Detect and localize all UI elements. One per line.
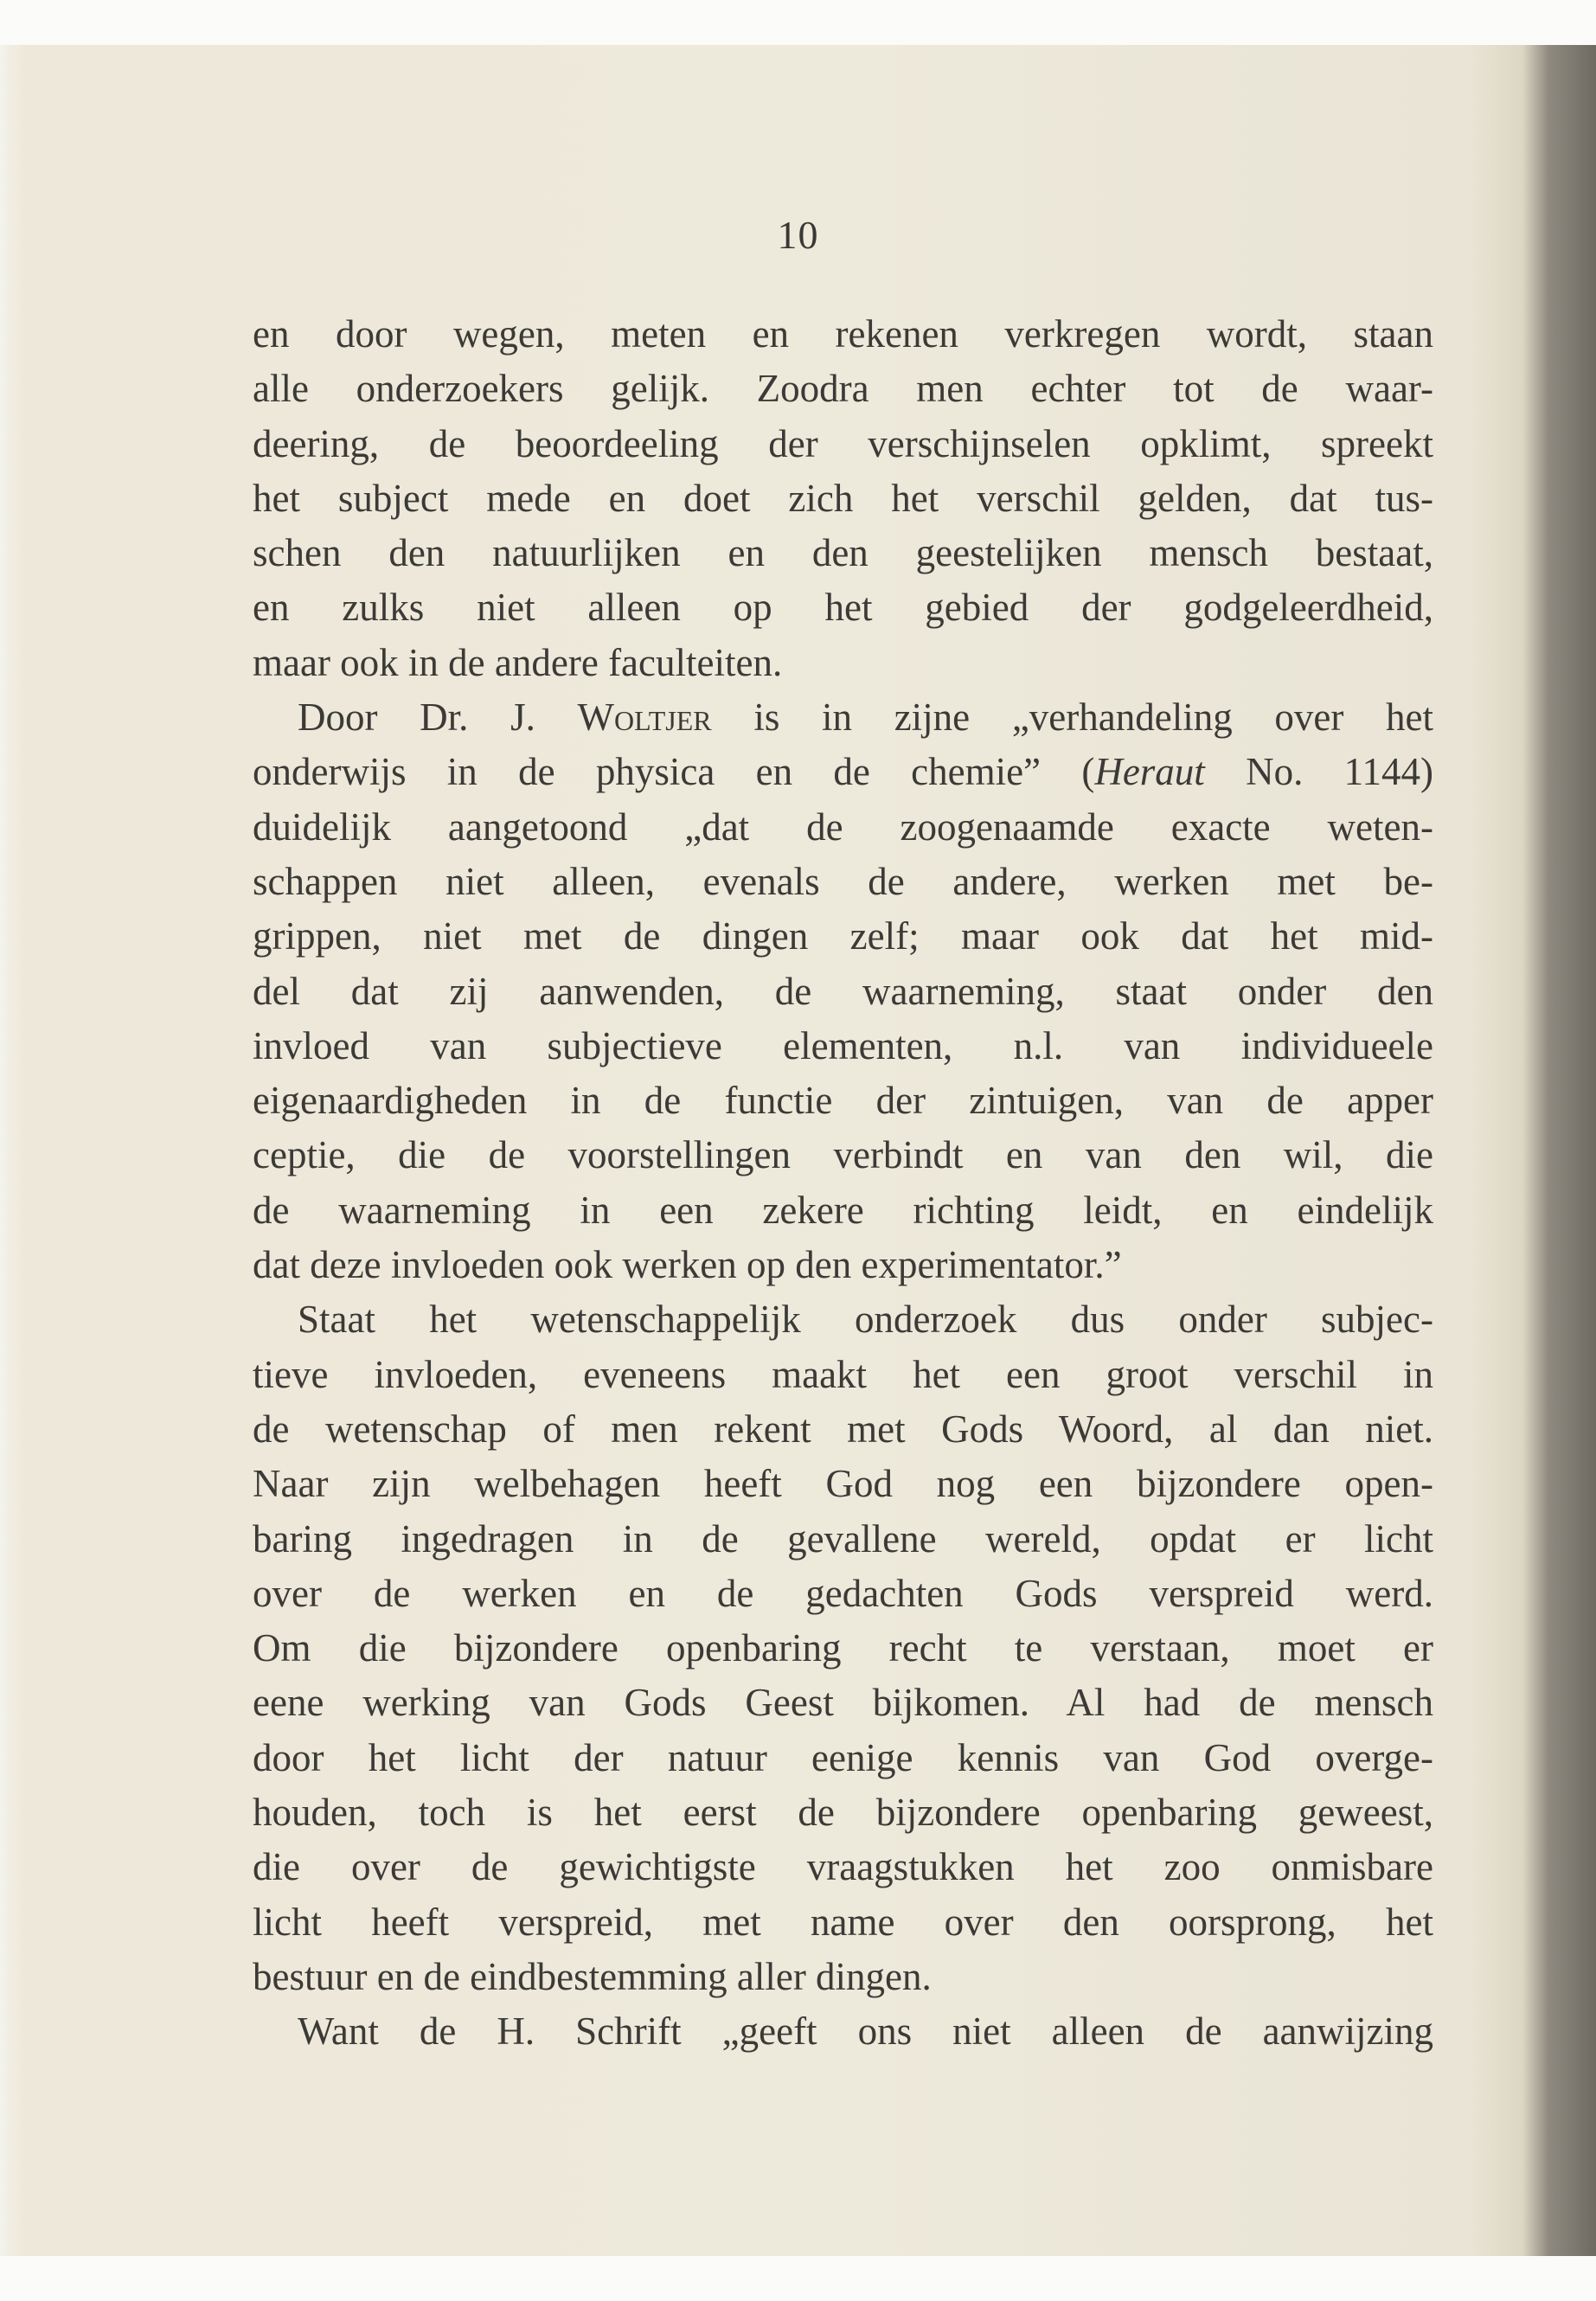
text-line: ceptie, die de voorstellingen verbindt en van den wil, die [253,1133,1433,1177]
text-line: bestuur en de eindbestemming aller dingen. [253,1954,932,1998]
text-fragment: is in zijne „verhandeling over het [711,695,1433,740]
body-text [253,307,1433,2060]
text-fragment: Door Dr. J. [298,695,578,740]
text-line: deering, de beoordeeling der verschijnselen opklimt, spreekt [253,421,1433,465]
text-line: licht heeft verspreid, met name over den oorsprong, het [253,1900,1433,1944]
text-line: baring ingedragen in de gevallene wereld, opdat er licht [253,1516,1433,1561]
paper-edge [0,45,26,2256]
text-line: de wetenschap of men rekent met Gods Woord, al dan niet. [253,1407,1433,1451]
text-line: alle onderzoekers gelijk. Zoodra men echter tot de waar- [253,367,1433,411]
text-line: Want de H. Schrift „geeft ons niet alleen de aanwijzing [298,2009,1433,2054]
text-line: invloed van subjectieve elementen, n.l. van individueele [253,1023,1433,1067]
text-line: en door wegen, meten en rekenen verkregen wordt, staan [253,312,1433,356]
publication-title: Heraut [1094,750,1205,794]
text-line: schappen niet alleen, evenals de andere, werken met be- [253,859,1433,903]
text-line: eene werking van Gods Geest bijkomen. Al had de mensch [253,1681,1433,1725]
text-fragment: onderwijs in de physica en de chemie” ( [253,750,1095,794]
text-line: maar ook in de andere faculteiten. [253,640,783,684]
text-line: Om die bijzondere openbaring recht te verstaan, moet er [253,1626,1433,1670]
text-line: Naar zijn welbehagen heeft God nog een bijzondere open- [253,1462,1433,1506]
text-line: tieve invloeden, eveneens maakt het een groot verschil in [253,1352,1433,1396]
text-line: dat deze invloeden ook werken op den experimentator.” [253,1243,1122,1287]
text-line: grippen, niet met de dingen zelf; maar ook dat het mid- [253,914,1433,958]
text-line: die over de gewichtigste vraagstukken het zoo onmisbare [253,1845,1433,1889]
text-line [253,690,1433,745]
text-line: houden, toch is het eerst de bijzondere openbaring geweest, [253,1791,1433,1835]
text-line: Staat het wetenschappelijk onderzoek dus onder subjec- [298,1298,1433,1342]
text-fragment: No. 1144) [1204,750,1433,794]
text-line: het subject mede en doet zich het verschil gelden, dat tus- [253,476,1433,520]
text-line: duidelijk aangetoond „dat de zoogenaamde exacte weten- [253,804,1433,849]
text-line: schen den natuurlijken en den geestelijken mensch bestaat, [253,531,1433,575]
text-line: de waarneming in een zekere richting leidt, en eindelijk [253,1188,1433,1232]
text-line: eigenaardigheden in de functie der zintuigen, van de apper [253,1079,1433,1123]
author-name: Woltjer [577,695,712,740]
text-line: en zulks niet alleen op het gebied der godgeleerdheid, [253,586,1433,630]
page-number: 10 [777,213,819,257]
text-line: door het licht der natuur eenige kennis van God overge- [253,1735,1433,1779]
text-line [253,745,1433,799]
text-line: del dat zij aanwenden, de waarneming, staat onder den [253,969,1433,1013]
text-line: over de werken en de gedachten Gods verspreid werd. [253,1571,1433,1615]
